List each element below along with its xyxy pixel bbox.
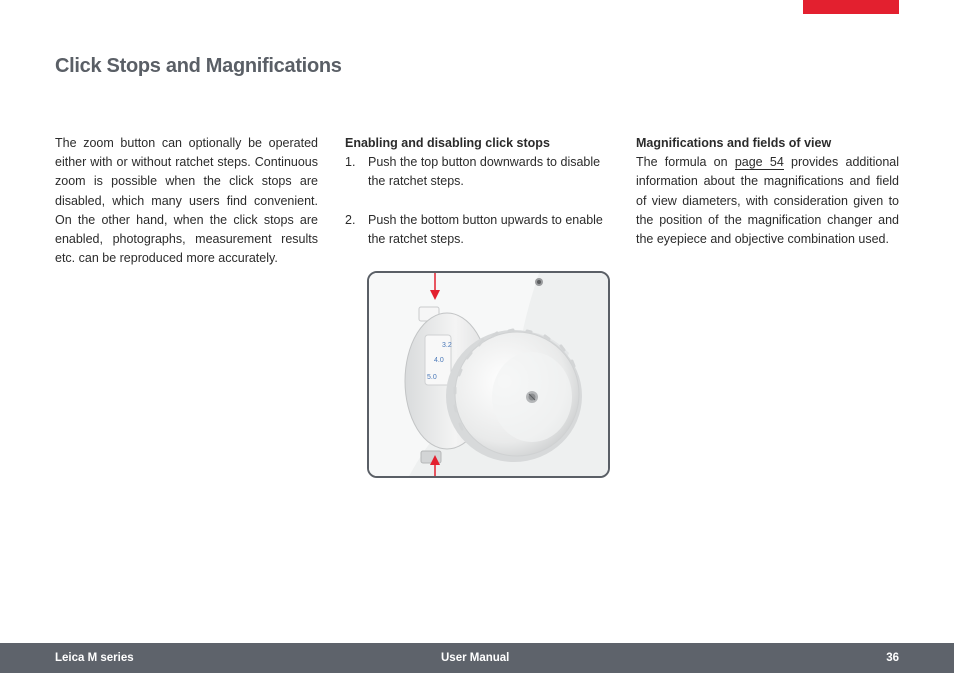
step-text: Push the bottom button upwards to enable the ratchet steps. <box>368 212 603 246</box>
magnifications-paragraph <box>636 153 899 249</box>
page-number: 36 <box>886 652 899 664</box>
zoom-knob-illustration <box>369 273 608 476</box>
scale-label: 3.2 <box>442 342 452 349</box>
zoom-knob <box>446 330 582 462</box>
intro-paragraph: The zoom button can optionally be operated either with or without ratchet steps. Continuous zoom is possible when the click stops are disabled, which many users find convenient. On the other hand, when the click stops are enabled, photographs, measurement results etc. can be reproduced more accurately. <box>55 136 318 266</box>
footer-product: Leica M series <box>55 652 134 664</box>
scale-label: 4.0 <box>434 357 444 364</box>
magnifications-heading: Magnifications and fields of view <box>636 136 832 150</box>
zoom-knob-figure <box>367 271 610 478</box>
step-number: 2. <box>345 212 356 227</box>
paragraph-text-end: provides additional information about the magnifications and field of view diameters, with consideration given to the position of the magnification changer and the eyepiece and objective combination used. <box>636 155 900 247</box>
scale-label: 5.0 <box>427 374 437 381</box>
step-number: 1. <box>345 155 356 170</box>
click-stops-column <box>345 134 610 249</box>
paragraph-text-start: The formula on <box>636 155 735 170</box>
list-item <box>345 153 610 191</box>
click-stops-heading: Enabling and disabling click stops <box>345 136 550 150</box>
page-title: Click Stops and Magnifications <box>55 55 342 77</box>
steps-list <box>345 153 610 249</box>
page-footer <box>0 643 954 673</box>
step-text: Push the top button downwards to disable the ratchet steps. <box>368 155 601 189</box>
list-item <box>345 211 610 249</box>
intro-column <box>55 134 318 268</box>
red-accent-tab <box>803 0 899 14</box>
page-link[interactable]: page 54 <box>734 155 784 170</box>
footer-document: User Manual <box>441 652 510 664</box>
magnifications-column <box>636 134 899 249</box>
